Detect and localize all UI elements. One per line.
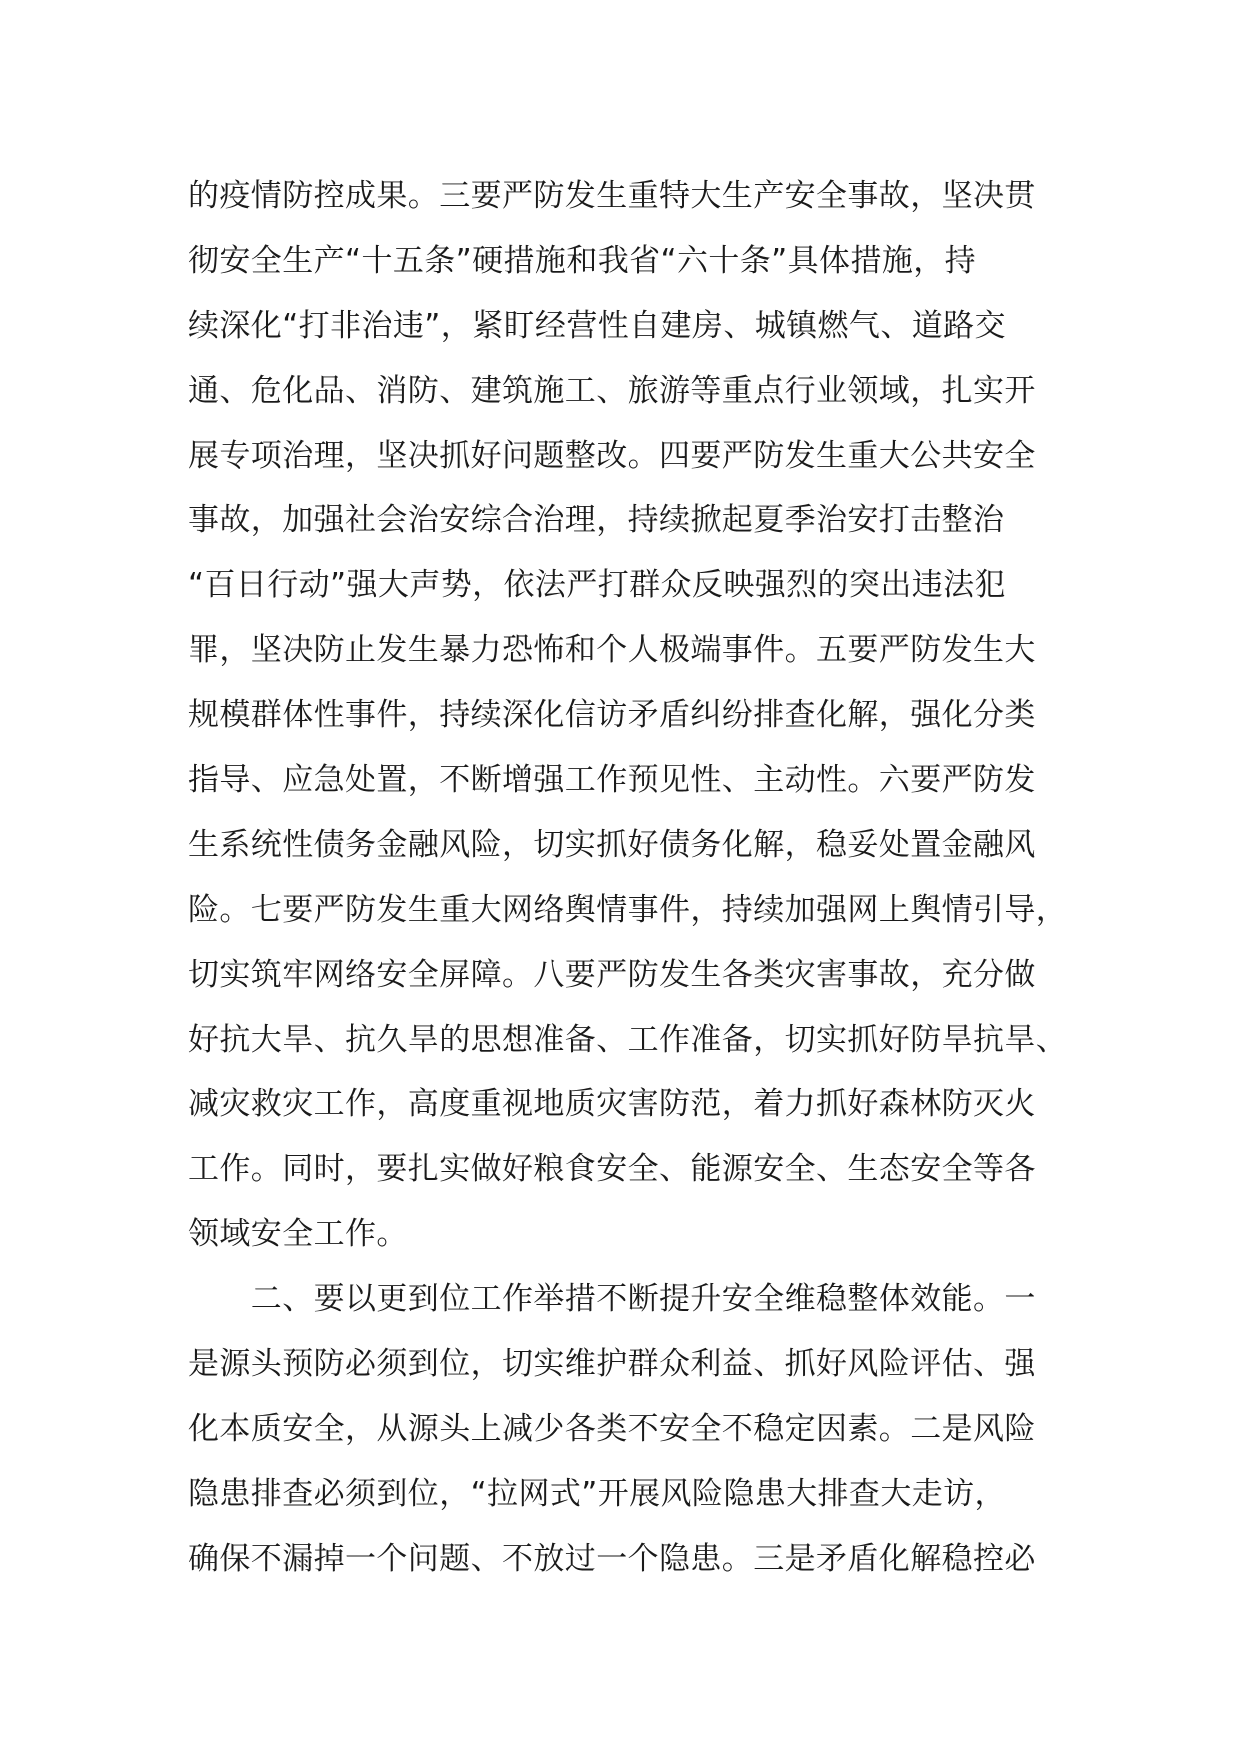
text-line: 彻安全生产“十五条”硬措施和我省“六十条”具体措施，持 <box>188 242 977 279</box>
text-line: 生系统性债务金融风险，切实抓好债务化解，稳妥处置金融风 <box>188 826 1036 863</box>
text-line: 事故，加强社会治安综合治理，持续掀起夏季治安打击整治 <box>188 502 1005 539</box>
text-line: 减灾救灾工作，高度重视地质灾害防范，着力抓好森林防灭火 <box>188 1086 1036 1123</box>
text-line: 确保不漏掉一个问题、不放过一个隐患。三是矛盾化解稳控必 <box>188 1540 1036 1577</box>
text-line: 展专项治理，坚决抓好问题整改。四要严防发生重大公共安全 <box>188 437 1036 474</box>
text-line: 规模群体性事件，持续深化信访矛盾纠纷排查化解，强化分类 <box>188 697 1036 734</box>
text-line: 险。七要严防发生重大网络舆情事件，持续加强网上舆情引导， <box>188 891 1068 928</box>
text-line: 化本质安全，从源头上减少各类不安全不稳定因素。二是风险 <box>188 1410 1036 1447</box>
paragraph-start-line: 二、要以更到位工作举措不断提升安全维稳整体效能。一 <box>188 1281 1036 1318</box>
text-line: 指导、应急处置，不断增强工作预见性、主动性。六要严防发 <box>188 762 1036 799</box>
text-line: 好抗大旱、抗久旱的思想准备、工作准备，切实抓好防旱抗旱、 <box>188 1021 1068 1058</box>
text-line: 通、危化品、消防、建筑施工、旅游等重点行业领域，扎实开 <box>188 372 1036 409</box>
text-line: 续深化“打非治违”，紧盯经营性自建房、城镇燃气、道路交 <box>188 307 1006 344</box>
text-line: 切实筑牢网络安全屏障。八要严防发生各类灾害事故，充分做 <box>188 956 1036 993</box>
text-line: 的疫情防控成果。三要严防发生重特大生产安全事故，坚决贯 <box>188 178 1036 214</box>
text-line: 工作。同时，要扎实做好粮食安全、能源安全、生态安全等各 <box>188 1151 1036 1188</box>
body-text <box>188 164 1088 1592</box>
text-line: 是源头预防必须到位，切实维护群众利益、抓好风险评估、强 <box>188 1346 1036 1383</box>
text-line: 领域安全工作。 <box>188 1216 408 1253</box>
text-line: 罪，坚决防止发生暴力恐怖和个人极端事件。五要严防发生大 <box>188 632 1036 669</box>
text-line: “百日行动”强大声势，依法严打群众反映强烈的突出违法犯 <box>188 567 1006 604</box>
text-line: 隐患排查必须到位，“拉网式”开展风险隐患大排查大走访， <box>188 1475 1006 1512</box>
